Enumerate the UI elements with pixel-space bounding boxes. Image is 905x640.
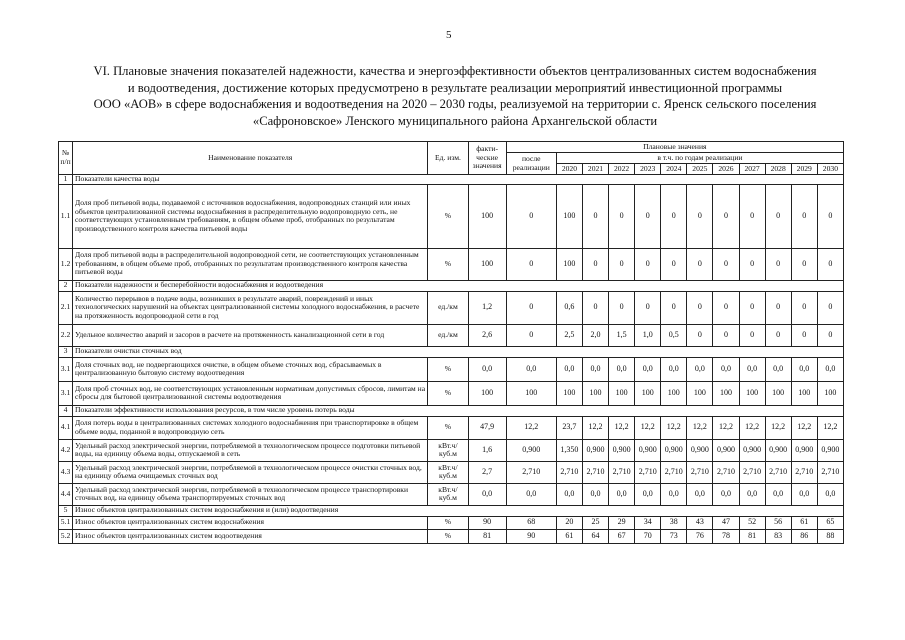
year-value: 0,900	[791, 439, 817, 461]
document-title	[40, 63, 870, 129]
year-value: 73	[661, 529, 687, 543]
unit-cell: кВт.ч/ куб.м	[428, 483, 468, 505]
year-value: 0,0	[556, 483, 582, 505]
fact-value: 1,6	[468, 439, 506, 461]
year-value: 2,710	[791, 461, 817, 483]
fact-value: 0,0	[468, 483, 506, 505]
year-value: 0	[661, 184, 687, 248]
year-value: 1,5	[609, 324, 635, 346]
year-value: 2,710	[817, 461, 843, 483]
year-value: 2,5	[556, 324, 582, 346]
year-value: 0,0	[687, 357, 713, 381]
year-value: 2,710	[765, 461, 791, 483]
year-value: 23,7	[556, 416, 582, 439]
year-value: 0,0	[713, 483, 739, 505]
year-value: 0,0	[765, 483, 791, 505]
year-value: 0	[582, 248, 608, 280]
year-value: 0	[661, 248, 687, 280]
indicator-name: Удельный расход электрической энергии, потребляемой в технологическом процессе очистки сточных вод, на единицу объема очищаемых сточных вод	[73, 461, 428, 483]
unit-cell: ед./км	[428, 291, 468, 324]
row-number: 2.1	[59, 291, 73, 324]
header-unit: Ед. изм.	[428, 142, 468, 175]
header-year: 2026	[713, 164, 739, 175]
indicator-name: Доля проб питьевой воды в распределительной водопроводной сети, не соответствующих установленным требованиям, в общем объеме проб, отобранных по результатам производственного контроля качества питьевой воды	[73, 248, 428, 280]
table-row	[59, 439, 844, 461]
year-value: 0	[713, 291, 739, 324]
year-value: 0	[817, 291, 843, 324]
year-value: 100	[661, 381, 687, 405]
unit-cell: ед./км	[428, 324, 468, 346]
header-num	[59, 142, 73, 175]
year-value: 65	[817, 516, 843, 529]
after-value: 0,900	[506, 439, 556, 461]
year-value: 67	[609, 529, 635, 543]
year-value: 78	[713, 529, 739, 543]
after-value: 0	[506, 184, 556, 248]
year-value: 0	[765, 184, 791, 248]
year-value: 0,900	[661, 439, 687, 461]
section-number: 3	[59, 346, 73, 357]
year-value: 83	[765, 529, 791, 543]
header-fact-line1: факти-	[476, 144, 498, 154]
section-title: Износ объектов централизованных систем водоснабжения и (или) водоотведения	[73, 505, 844, 516]
row-number: 5.2	[59, 529, 73, 543]
after-value: 0	[506, 291, 556, 324]
year-value: 76	[687, 529, 713, 543]
year-value: 61	[791, 516, 817, 529]
fact-value: 0,0	[468, 357, 506, 381]
row-number: 4.3	[59, 461, 73, 483]
year-value: 0,5	[661, 324, 687, 346]
indicator-name: Удельное количество аварий и засоров в расчете на протяженность канализационной сети в год	[73, 324, 428, 346]
header-by-years: в т.ч. по годам реализации	[556, 153, 843, 164]
year-value: 0	[713, 324, 739, 346]
year-value: 0,900	[687, 439, 713, 461]
header-year: 2020	[556, 164, 582, 175]
after-value: 90	[506, 529, 556, 543]
header-year: 2027	[739, 164, 765, 175]
year-value: 0	[739, 248, 765, 280]
unit-cell: %	[428, 416, 468, 439]
section-row	[59, 405, 844, 416]
unit-cell: кВт.ч/ куб.м	[428, 439, 468, 461]
after-value: 12,2	[506, 416, 556, 439]
year-value: 20	[556, 516, 582, 529]
year-value: 0	[687, 248, 713, 280]
year-value: 12,2	[713, 416, 739, 439]
table-header	[59, 142, 844, 175]
year-value: 0,900	[739, 439, 765, 461]
row-number: 3.1	[59, 381, 73, 405]
header-name: Наименование показателя	[73, 142, 428, 175]
page-number: 5	[446, 29, 452, 41]
unit-cell: %	[428, 357, 468, 381]
year-value: 0	[582, 184, 608, 248]
year-value: 1,350	[556, 439, 582, 461]
row-number: 2.2	[59, 324, 73, 346]
year-value: 100	[556, 184, 582, 248]
fact-value: 1,2	[468, 291, 506, 324]
header-year: 2028	[765, 164, 791, 175]
unit-cell: %	[428, 529, 468, 543]
year-value: 0,6	[556, 291, 582, 324]
year-value: 0,0	[817, 483, 843, 505]
year-value: 56	[765, 516, 791, 529]
fact-value: 100	[468, 381, 506, 405]
year-value: 0,0	[739, 357, 765, 381]
year-value: 2,710	[556, 461, 582, 483]
after-value: 0,0	[506, 357, 556, 381]
year-value: 86	[791, 529, 817, 543]
year-value: 0	[661, 291, 687, 324]
table-row	[59, 248, 844, 280]
year-value: 70	[635, 529, 661, 543]
year-value: 2,710	[739, 461, 765, 483]
year-value: 100	[739, 381, 765, 405]
year-value: 0	[791, 324, 817, 346]
year-value: 12,2	[609, 416, 635, 439]
year-value: 12,2	[582, 416, 608, 439]
year-value: 0,0	[661, 357, 687, 381]
year-value: 0	[609, 291, 635, 324]
year-value: 0	[687, 324, 713, 346]
indicator-name: Износ объектов централизованных систем водоснабжения	[73, 516, 428, 529]
year-value: 0,0	[661, 483, 687, 505]
indicators-table	[58, 141, 844, 544]
indicator-name: Удельный расход электрической энергии, потребляемой в технологическом процессе подготовки питьевой воды, на единицу объема воды, отпускаемой в сеть	[73, 439, 428, 461]
after-value: 0	[506, 248, 556, 280]
year-value: 0	[635, 291, 661, 324]
table-row	[59, 529, 844, 543]
after-value: 0	[506, 324, 556, 346]
year-value: 0	[765, 248, 791, 280]
fact-value: 81	[468, 529, 506, 543]
year-value: 100	[556, 248, 582, 280]
unit-cell: %	[428, 516, 468, 529]
header-after	[506, 153, 556, 175]
section-number: 1	[59, 175, 73, 185]
year-value: 100	[765, 381, 791, 405]
unit-cell: %	[428, 248, 468, 280]
section-row	[59, 175, 844, 185]
year-value: 0,900	[817, 439, 843, 461]
year-value: 12,2	[739, 416, 765, 439]
year-value: 0,0	[635, 483, 661, 505]
section-number: 5	[59, 505, 73, 516]
year-value: 12,2	[765, 416, 791, 439]
table-row	[59, 461, 844, 483]
year-value: 0,0	[609, 483, 635, 505]
year-value: 0	[713, 184, 739, 248]
table-row	[59, 483, 844, 505]
year-value: 0,0	[739, 483, 765, 505]
fact-value: 2,6	[468, 324, 506, 346]
indicator-name: Доля потерь воды в централизованных системах холодного водоснабжения при транспортировке в общем объеме воды, поданной в водопроводную сеть	[73, 416, 428, 439]
header-year: 2021	[582, 164, 608, 175]
unit-cell: кВт.ч/ куб.м	[428, 461, 468, 483]
year-value: 0	[739, 291, 765, 324]
header-year: 2029	[791, 164, 817, 175]
after-value: 100	[506, 381, 556, 405]
year-value: 0	[609, 248, 635, 280]
year-value: 100	[635, 381, 661, 405]
year-value: 2,710	[687, 461, 713, 483]
row-number: 1.1	[59, 184, 73, 248]
header-year: 2030	[817, 164, 843, 175]
year-value: 0,900	[713, 439, 739, 461]
year-value: 88	[817, 529, 843, 543]
year-value: 0	[817, 248, 843, 280]
year-value: 0,900	[582, 439, 608, 461]
year-value: 0	[739, 184, 765, 248]
unit-cell: %	[428, 381, 468, 405]
row-number: 4.1	[59, 416, 73, 439]
fact-value: 100	[468, 248, 506, 280]
header-year: 2024	[661, 164, 687, 175]
year-value: 2,710	[609, 461, 635, 483]
year-value: 0,900	[609, 439, 635, 461]
after-value: 68	[506, 516, 556, 529]
header-fact-line3: значения	[472, 161, 502, 171]
year-value: 25	[582, 516, 608, 529]
year-value: 0	[817, 184, 843, 248]
after-value: 2,710	[506, 461, 556, 483]
header-year: 2025	[687, 164, 713, 175]
year-value: 0	[739, 324, 765, 346]
indicator-name: Доля проб сточных вод, не соответствующих установленным нормативам допустимых сбросов, лимитам на сбросы для бытовой централизованной системы водоотведения	[73, 381, 428, 405]
year-value: 43	[687, 516, 713, 529]
year-value: 29	[609, 516, 635, 529]
section-title: Показатели надежности и бесперебойности водоснабжения и водоотведения	[73, 280, 844, 291]
year-value: 2,0	[582, 324, 608, 346]
year-value: 64	[582, 529, 608, 543]
year-value: 0	[765, 324, 791, 346]
indicator-name: Удельный расход электрической энергии, потребляемой в технологическом процессе транспортировки сточных вод, на единицу объема транспортируемых сточных вод	[73, 483, 428, 505]
year-value: 12,2	[817, 416, 843, 439]
table-row	[59, 416, 844, 439]
year-value: 0,0	[791, 483, 817, 505]
row-number: 5.1	[59, 516, 73, 529]
header-after-line1: после	[521, 153, 541, 163]
header-year: 2023	[635, 164, 661, 175]
year-value: 0,0	[791, 357, 817, 381]
fact-value: 47,9	[468, 416, 506, 439]
year-value: 0	[687, 184, 713, 248]
table-body	[59, 175, 844, 544]
fact-value: 100	[468, 184, 506, 248]
year-value: 12,2	[635, 416, 661, 439]
year-value: 0	[817, 324, 843, 346]
after-value: 0,0	[506, 483, 556, 505]
row-number: 1.2	[59, 248, 73, 280]
year-value: 0,0	[687, 483, 713, 505]
year-value: 2,710	[713, 461, 739, 483]
header-year: 2022	[609, 164, 635, 175]
year-value: 1,0	[635, 324, 661, 346]
year-value: 100	[582, 381, 608, 405]
title-line: VI. Плановые значения показателей надежности, качества и энергоэффективности объектов централизованных систем водоснабжения	[93, 64, 817, 78]
year-value: 2,710	[582, 461, 608, 483]
year-value: 0,0	[582, 357, 608, 381]
fact-value: 2,7	[468, 461, 506, 483]
title-line: и водоотведения, достижение которых предусмотрено в результате реализации мероприятий инвестиционной программы	[127, 80, 783, 95]
row-number: 4.2	[59, 439, 73, 461]
year-value: 100	[713, 381, 739, 405]
year-value: 2,710	[635, 461, 661, 483]
header-planned: Плановые значения	[506, 142, 843, 153]
indicator-name: Количество перерывов в подаче воды, возникших в результате аварий, повреждений и иных технологических нарушений на объектах централизованной системы холодного водоснабжения, в расчете на протяженность водопроводной сети в год	[73, 291, 428, 324]
year-value: 34	[635, 516, 661, 529]
year-value: 0,900	[765, 439, 791, 461]
year-value: 0	[687, 291, 713, 324]
year-value: 81	[739, 529, 765, 543]
table-row	[59, 324, 844, 346]
year-value: 100	[817, 381, 843, 405]
year-value: 0	[791, 184, 817, 248]
year-value: 0,0	[635, 357, 661, 381]
year-value: 2,710	[661, 461, 687, 483]
section-number: 4	[59, 405, 73, 416]
header-num-line1: №	[61, 148, 70, 158]
year-value: 0,0	[609, 357, 635, 381]
row-number: 3.1	[59, 357, 73, 381]
year-value: 0,0	[765, 357, 791, 381]
section-number: 2	[59, 280, 73, 291]
year-value: 0	[713, 248, 739, 280]
header-fact	[468, 142, 506, 175]
header-after-line2: реализации	[512, 162, 550, 172]
row-number: 4.4	[59, 483, 73, 505]
section-row	[59, 346, 844, 357]
header-num-line2: п/п	[60, 157, 71, 166]
year-value: 0,0	[556, 357, 582, 381]
header-fact-line2: ческие	[476, 152, 499, 162]
indicator-name: Доля сточных вод, не подвергающихся очистке, в общем объеме сточных вод, сбрасываемых в централизованную бытовую систему водоотведения	[73, 357, 428, 381]
indicator-name: Доля проб питьевой воды, подаваемой с источников водоснабжения, водопроводных станций или иных объектов централизованной системы водоснабжения в распределительную водопроводную сеть, не соответствующих установленным требованиям, в общем объеме проб, отобранных по результатам производственного контроля качества питьевой воды	[73, 184, 428, 248]
year-value: 0	[765, 291, 791, 324]
year-value: 0	[609, 184, 635, 248]
fact-value: 90	[468, 516, 506, 529]
year-value: 52	[739, 516, 765, 529]
year-value: 0,0	[713, 357, 739, 381]
section-title: Показатели эффективности использования ресурсов, в том числе уровень потерь воды	[73, 405, 844, 416]
year-value: 0	[791, 248, 817, 280]
table-row	[59, 184, 844, 248]
indicator-name: Износ объектов централизованных систем водоотведения	[73, 529, 428, 543]
year-value: 0	[791, 291, 817, 324]
year-value: 38	[661, 516, 687, 529]
year-value: 0	[635, 184, 661, 248]
section-title: Показатели качества воды	[73, 175, 844, 185]
table-row	[59, 357, 844, 381]
year-value: 47	[713, 516, 739, 529]
year-value: 100	[791, 381, 817, 405]
table-row	[59, 516, 844, 529]
year-value: 0,900	[635, 439, 661, 461]
year-value: 12,2	[661, 416, 687, 439]
year-value: 0,0	[817, 357, 843, 381]
section-row	[59, 280, 844, 291]
year-value: 0	[635, 248, 661, 280]
unit-cell: %	[428, 184, 468, 248]
year-value: 12,2	[791, 416, 817, 439]
section-row	[59, 505, 844, 516]
year-value: 100	[687, 381, 713, 405]
table-row	[59, 381, 844, 405]
title-line: ООО «АОВ» в сфере водоснабжения и водоотведения на 2020 – 2030 годы, реализуемой на территории с. Яренск сельского поселения	[93, 97, 817, 111]
table-row	[59, 291, 844, 324]
title-line: «Сафроновское» Ленского муниципального района Архангельской области	[252, 113, 658, 128]
year-value: 0	[582, 291, 608, 324]
year-value: 0,0	[582, 483, 608, 505]
section-title: Показатели очистки сточных вод	[73, 346, 844, 357]
year-value: 12,2	[687, 416, 713, 439]
year-value: 61	[556, 529, 582, 543]
year-value: 100	[609, 381, 635, 405]
year-value: 100	[556, 381, 582, 405]
